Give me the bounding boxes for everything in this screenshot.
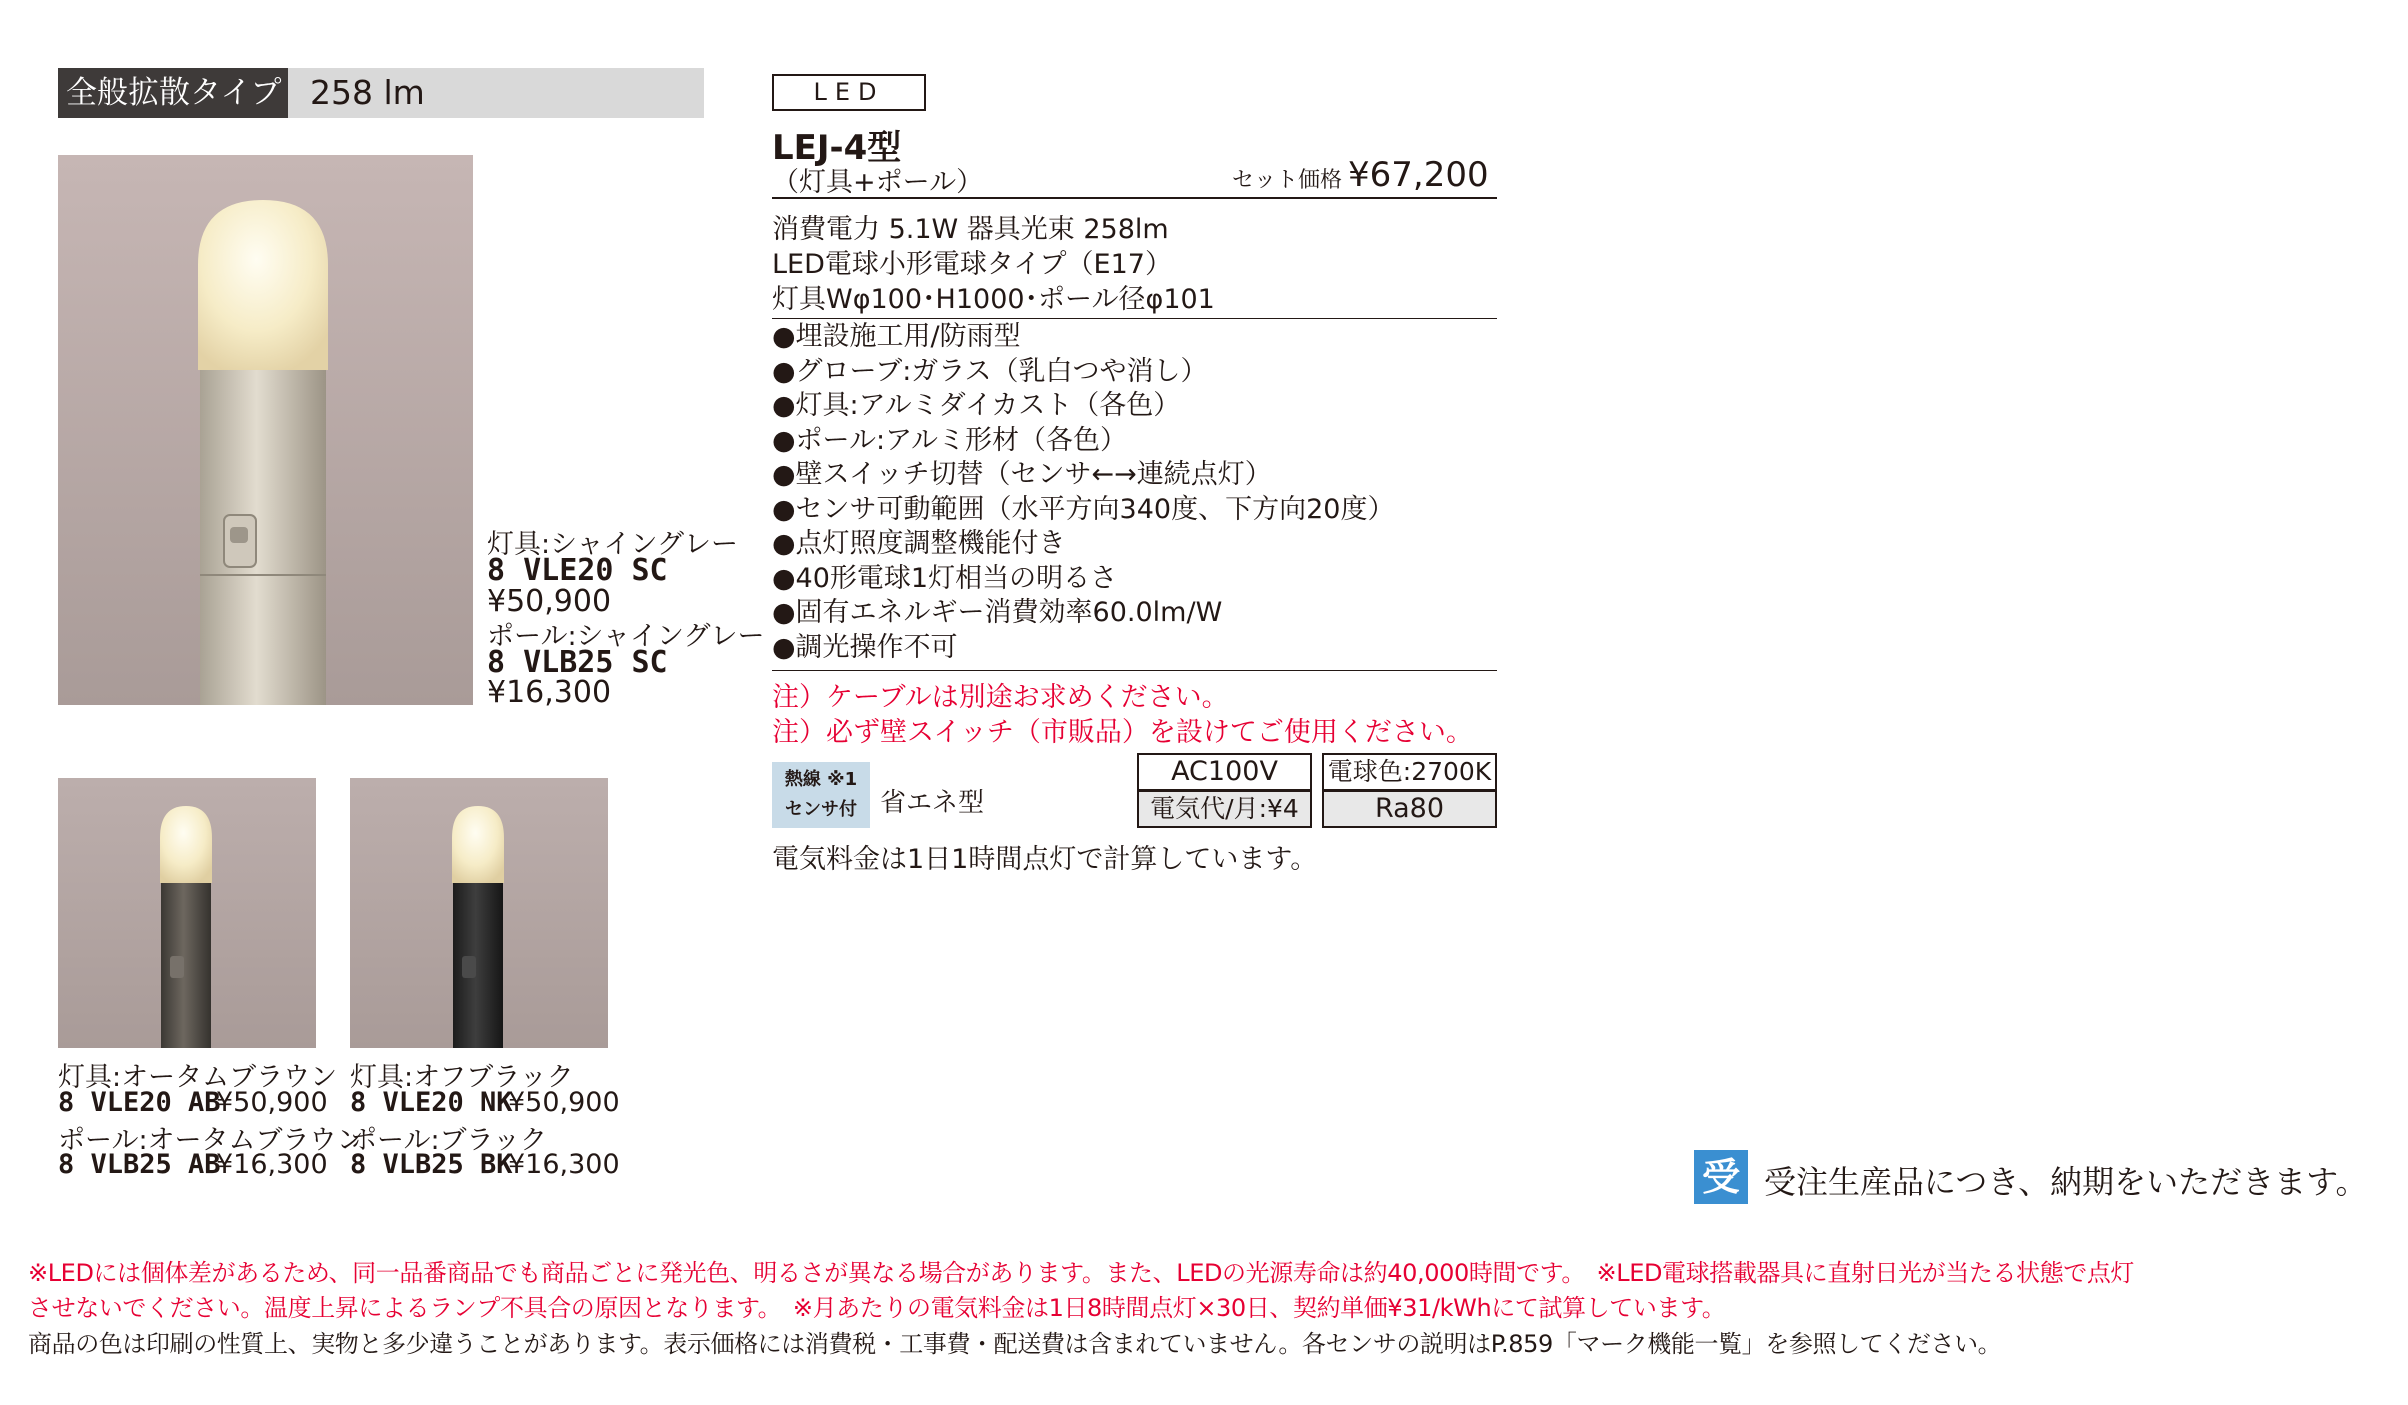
spec-line-3: 灯具Wφ100･H1000･ポール径φ101 [772, 284, 1215, 315]
feature-item: ●調光操作不可 [772, 631, 958, 663]
ab-fixture-code: 8 VLE20 AB [58, 1087, 221, 1118]
nk-pole-code: 8 VLB25 BK [350, 1149, 513, 1180]
category-label: 全般拡散タイプ [58, 68, 288, 118]
sensor-badge-line1: 熱線 ※1 [784, 769, 858, 790]
led-badge: LED [772, 74, 926, 111]
ra-box: Ra80 [1322, 790, 1497, 828]
nk-fixture-price: ¥50,900 [508, 1087, 620, 1118]
nk-pole-price: ¥16,300 [508, 1149, 620, 1180]
nk-pole-label: ポール:ブラック [350, 1125, 548, 1156]
sensor-badge [772, 762, 870, 828]
order-badge-icon: 受 [1694, 1150, 1748, 1204]
ab-fixture-label: 灯具:オータムブラウン [58, 1062, 338, 1093]
model-title: LEJ-4型 [772, 128, 902, 168]
set-price-label: セット価格 [1232, 168, 1343, 193]
ab-pole-label: ポール:オータムブラウン [58, 1125, 364, 1156]
nk-fixture-code: 8 VLE20 NK [350, 1087, 513, 1118]
main-pole-price: ¥16,300 [487, 675, 612, 710]
feature-item: ●点灯照度調整機能付き [772, 528, 1066, 559]
feature-item: ●灯具:アルミダイカスト（各色） [772, 390, 1181, 421]
nk-fixture-label: 灯具:オフブラック [350, 1062, 574, 1093]
product-photo-main [58, 155, 473, 705]
main-fixture-code: 8 VLE20 SC [487, 553, 668, 588]
feature-item: ●ポール:アルミ形材（各色） [772, 424, 1128, 456]
eco-label: 省エネ型 [880, 788, 985, 818]
divider-1 [772, 197, 1497, 199]
footer-note-1: ※LEDには個体差があるため、同一品番商品でも商品ごとに発光色、明るさが異なる場合があります。また、LEDの光源寿命は約40,000時間です。 ※LED電球搭載器具に直射日光が当たる状態で点灯 [28, 1259, 2135, 1287]
main-fixture-label: 灯具:シャイングレー [487, 529, 739, 560]
spec-line-2: LED電球小形電球タイプ（E17） [772, 249, 1172, 280]
color-temp-box: 電球色:2700K [1322, 753, 1497, 791]
main-pole-code: 8 VLB25 SC [487, 645, 668, 680]
note-wall-switch: 注）必ず壁スイッチ（市販品）を設けてご使用ください。 [772, 717, 1473, 748]
note-cable: 注）ケーブルは別途お求めください。 [772, 682, 1229, 713]
feature-item: ●埋設施工用/防雨型 [772, 321, 1021, 352]
spec-line-1: 消費電力 5.1W 器具光束 258lm [772, 214, 1169, 245]
ab-fixture-price: ¥50,900 [216, 1087, 328, 1118]
model-subtitle: （灯具+ポール） [772, 167, 984, 198]
divider-3 [772, 670, 1497, 671]
feature-item: ●壁スイッチ切替（センサ←→連続点灯） [772, 459, 1272, 490]
set-price: ¥67,200 [1348, 155, 1489, 195]
main-fixture-price: ¥50,900 [487, 584, 612, 619]
divider-2 [772, 318, 1497, 319]
ab-pole-code: 8 VLB25 AB [58, 1149, 221, 1180]
electricity-box: 電気代/月:¥4 [1137, 790, 1312, 828]
feature-item: ●センサ可動範囲（水平方向340度、下方向20度） [772, 493, 1395, 525]
sensor-badge-line2: センサ付 [785, 799, 857, 820]
voltage-box: AC100V [1137, 753, 1312, 791]
footer-note-2: させないでください。温度上昇によるランプ不具合の原因となります。 ※月あたりの電気料金は1日8時間点灯×30日、契約単価¥31/kWhにて試算しています。 [28, 1294, 1726, 1322]
feature-list [772, 320, 1394, 665]
electricity-note: 電気料金は1日1時間点灯で計算しています。 [772, 844, 1318, 875]
feature-item: ●40形電球1灯相当の明るさ [772, 562, 1118, 594]
product-photo-off-black [350, 778, 608, 1048]
product-photo-autumn-brown [58, 778, 316, 1048]
lumen-value: 258 lm [288, 68, 704, 118]
feature-item: ●固有エネルギー消費効率60.0lm/W [772, 597, 1223, 628]
footer-note-3: 商品の色は印刷の性質上、実物と多少違うことがあります。表示価格には消費税・工事費・配送費は含まれていません。各センサの説明はP.859「マーク機能一覧」を参照してください。 [28, 1330, 2002, 1358]
order-note: 受注生産品につき、納期をいただきます。 [1764, 1163, 2368, 1201]
feature-item: ●グローブ:ガラス（乳白つや消し） [772, 355, 1208, 387]
ab-pole-price: ¥16,300 [216, 1149, 328, 1180]
main-pole-label: ポール:シャイングレー [487, 621, 765, 652]
